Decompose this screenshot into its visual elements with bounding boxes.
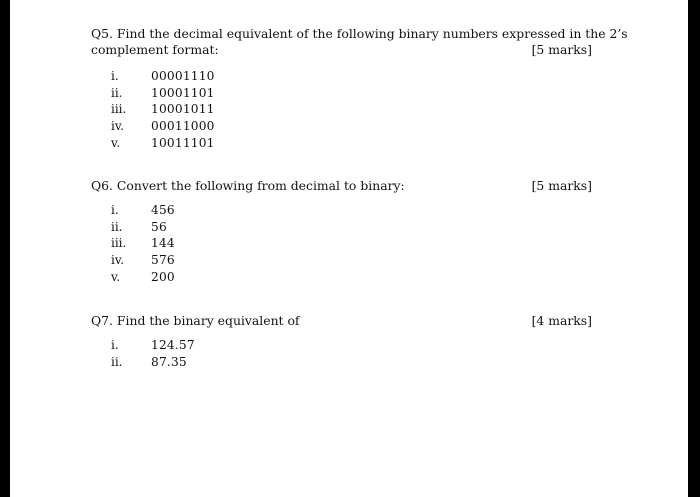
list-item [10, 236, 688, 253]
q5-item-number: v. [111, 136, 121, 150]
q5-item-number: i. [111, 69, 119, 83]
q6-item-number: i. [111, 203, 119, 217]
q6-item-value: 200 [151, 270, 175, 284]
document-page [10, 0, 688, 497]
left-border [0, 0, 10, 497]
list-item [10, 270, 688, 287]
q6-item-number: iii. [111, 236, 127, 250]
list-item [10, 203, 688, 220]
q5-item-value: 10001011 [151, 102, 215, 116]
q6-prompt: Q6. Convert the following from decimal to binary: [91, 178, 405, 193]
q5-item-number: ii. [111, 86, 123, 100]
q5-item-value: 10011101 [151, 136, 215, 150]
q5-item-value: 10001101 [151, 86, 215, 100]
list-item [10, 102, 688, 119]
list-item [10, 86, 688, 103]
q6-item-number: ii. [111, 220, 123, 234]
list-item [10, 69, 688, 86]
q6-item-value: 576 [151, 253, 175, 267]
q7-item-number: i. [111, 338, 119, 352]
q7-item-value: 87.35 [151, 355, 187, 369]
q6-marks: [5 marks] [531, 178, 592, 193]
q6-item-number: v. [111, 270, 121, 284]
list-item [10, 119, 688, 136]
q7-prompt: Q7. Find the binary equivalent of [91, 313, 300, 328]
q5-prompt-line2: complement format: [91, 42, 219, 57]
list-item [10, 220, 688, 237]
q6-item-value: 56 [151, 220, 167, 234]
q5-item-value: 00001110 [151, 69, 215, 83]
q6-item-number: iv. [111, 253, 125, 267]
q7-item-number: ii. [111, 355, 123, 369]
q5-marks: [5 marks] [531, 42, 592, 57]
q5-item-number: iv. [111, 119, 125, 133]
right-border [688, 0, 700, 497]
q6-item-value: 144 [151, 236, 175, 250]
q5-item-number: iii. [111, 102, 127, 116]
list-item [10, 253, 688, 270]
q7-marks: [4 marks] [531, 313, 592, 328]
q5-prompt-line1: Q5. Find the decimal equivalent of the following binary numbers expressed in the 2’s [91, 26, 628, 41]
q5-item-value: 00011000 [151, 119, 215, 133]
list-item [10, 136, 688, 153]
list-item [10, 355, 688, 372]
q7-item-value: 124.57 [151, 338, 195, 352]
q6-item-value: 456 [151, 203, 175, 217]
list-item [10, 338, 688, 355]
